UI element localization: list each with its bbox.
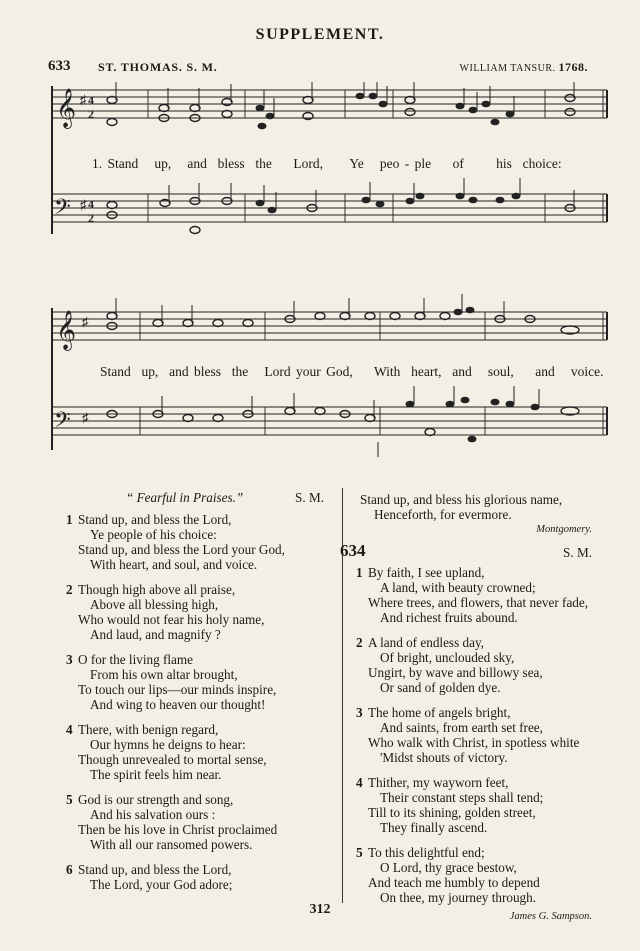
verse-line: On thee, my journey through. [380,890,537,905]
svg-text:♯: ♯ [80,92,87,107]
bass-staff-1 [52,194,607,222]
notes-treble-1 [107,95,575,126]
verse-line: With all our ransomed powers. [90,837,253,852]
verse-6 [66,862,324,892]
verse-number: 2 [356,635,363,650]
verse-line: With heart, and soul, and voice. [90,557,258,572]
verse-line: They finally ascend. [380,820,488,835]
bass-clef-icon-2: 𝄢 [54,408,71,438]
page-number: 312 [309,902,331,917]
page-header: SUPPLEMENT. [255,26,385,43]
bass-clef-icon: 𝄢 [54,195,71,225]
verse-line: Stand up, and bless the Lord, [78,512,232,527]
lyric-line-1: 1. Stand up, and bless the Lord, Ye peo - ple of his choice: [92,156,562,171]
verse-line: Or sand of golden dye. [380,680,501,695]
verse-line: And laud, and magnify ? [90,627,221,642]
svg-text:2: 2 [88,211,94,225]
verse-5 [356,845,592,905]
bass-staff-2 [52,407,607,435]
right-column [340,492,592,924]
verse-number: 1 [66,512,73,527]
verse-2 [66,582,324,642]
verse-line: And saints, from earth set free, [380,720,543,735]
verse-line: From his own altar brought, [90,667,238,682]
verse-line: To this delightful end; [368,845,485,860]
verse-line: The home of angels bright, [368,705,511,720]
verse-number: 4 [356,775,363,790]
verse-line: Stand up, and bless his glorious name, [360,492,563,507]
tune-number: 633 [48,58,71,74]
verse-line: Ungirt, by wave and billowy sea, [368,665,543,680]
verse-line: There, with benign regard, [78,722,219,737]
attribution: Montgomery. [536,524,592,535]
treble-clef-icon: 𝄞 [56,88,77,128]
verse-number: 5 [356,845,363,860]
verse-line: Where trees, and flowers, that never fade, [368,595,589,610]
verse-4 [66,722,324,782]
verse-line: Our hymns he deigns to hear: [90,737,246,752]
svg-text:♯: ♯ [80,197,87,212]
verse-1 [66,512,324,572]
verse-line: O Lord, thy grace bestow, [380,860,517,875]
composer-year: 1768. [558,60,588,74]
verse-line: A land of endless day, [368,635,484,650]
verse-line: Stand up, and bless the Lord, [78,862,232,877]
verse-line: And richest fruits abound. [380,610,518,625]
verse-number: 1 [356,565,363,580]
verse-line: The spirit feels him near. [90,767,222,782]
verse-line: 'Midst shouts of victory. [380,750,508,765]
verse-2 [356,635,592,695]
verse-line: Who walk with Christ, in spotless white [368,735,580,750]
verse-number: 5 [66,792,73,807]
verse-number: 6 [66,862,73,877]
hymn-634-heading [340,541,592,565]
verse-line: Stand up, and bless the Lord your God, [78,542,285,557]
tune-name: ST. THOMAS. S. M. [98,60,218,74]
verse-line: By faith, I see upland, [368,565,485,580]
verse-line: Above all blessing high, [90,597,219,612]
verse-line: A land, with beauty crowned; [380,580,536,595]
hymn-meter: S. M. [295,490,324,505]
verse-number: 3 [356,705,363,720]
verse-5 [66,792,324,852]
verse-line: Who would not fear his holy name, [78,612,265,627]
verse-line: Till to its shining, golden street, [368,805,536,820]
verse-1 [356,565,592,625]
verse-line: The Lord, your God adore; [90,877,233,892]
verse-line: And his salvation ours : [90,807,216,822]
verse-number: 3 [66,652,73,667]
verse-line: Henceforth, for evermore. [374,507,512,522]
verse-line: And wing to heaven our thought! [90,697,266,712]
tune-heading [48,58,588,76]
svg-text:4: 4 [88,197,94,211]
verse-line: Ye people of his choice: [90,527,217,542]
verse-line: And teach me humbly to depend [368,875,540,890]
hymn-meter: S. M. [563,545,592,560]
verse-line: Though high above all praise, [78,582,236,597]
verse-line: Though unrevealed to mortal sense, [78,752,267,767]
continuation [356,492,592,537]
verse-line: Thither, my wayworn feet, [368,775,509,790]
verse-line: God is our strength and song, [78,792,234,807]
svg-text:2: 2 [88,107,94,121]
svg-text:♯: ♯ [82,314,89,329]
svg-text:♯: ♯ [82,410,89,425]
hymn-fearful-in-praises [66,490,324,902]
verse-3 [66,652,324,712]
hymn-title: “ Fearful in Praises.” [126,490,244,505]
lyric-line-2: Stand up, and bless the Lord your God, With heart, and soul, and voice. [100,364,604,379]
verse-line: Their constant steps shall tend; [380,790,544,805]
hymn-number: 634 [340,541,366,560]
hymn-title-row [66,490,324,512]
verse-number: 2 [66,582,73,597]
attribution: James G. Sampson. [509,911,592,922]
composer [460,60,588,75]
verse-line: O for the living flame [78,652,193,667]
svg-text:4: 4 [88,93,94,107]
verse-4 [356,775,592,835]
verse-line: To touch our lips—our minds inspire, [78,682,277,697]
verse-line: Then be his love in Christ proclaimed [78,822,278,837]
composer-name: WILLIAM TANSUR. [459,63,556,74]
verse-line: Of bright, unclouded sky, [380,650,515,665]
treble-clef-icon-2: 𝄞 [56,310,77,350]
verse-3 [356,705,592,765]
verse-number: 4 [66,722,73,737]
